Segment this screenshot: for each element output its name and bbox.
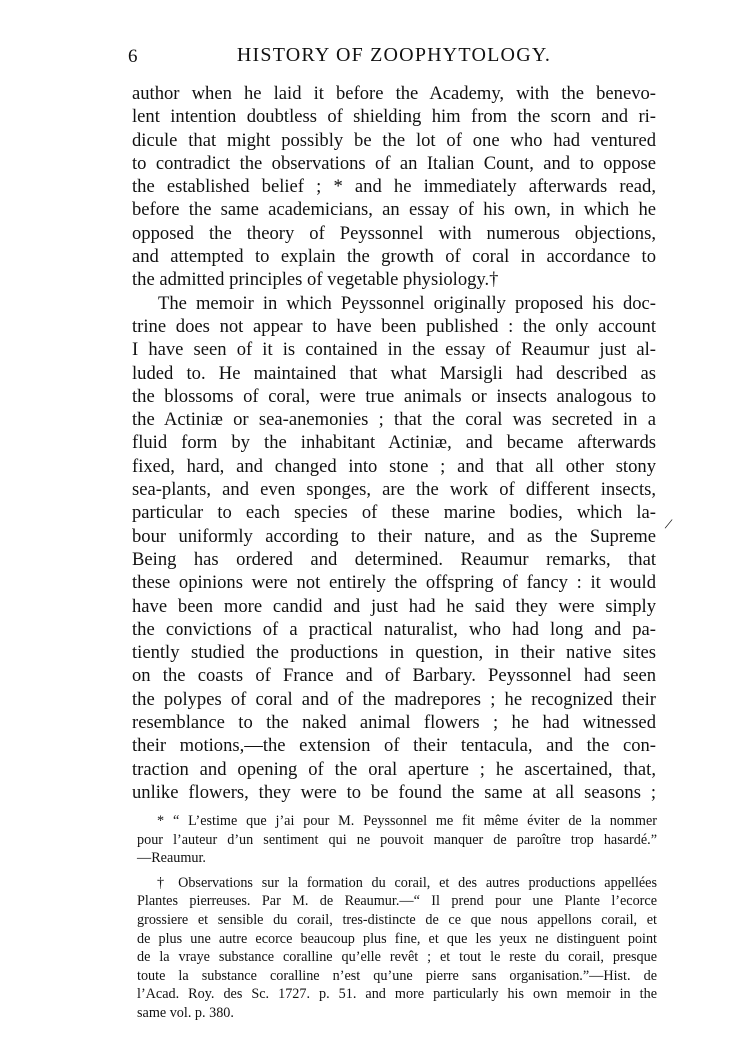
body-line: dicule that might possibly be the lot of one who had ventured [132,129,656,151]
body-line: the convictions of a practical naturalist, who had long and pa- [132,618,656,640]
footnotes [137,812,657,1023]
body-line: unlike flowers, they were to be found the same at all seasons ; [132,781,656,803]
footnote-2 [137,874,657,1023]
body-line: opposed the theory of Peyssonnel with numerous objections, [132,222,656,244]
body-line: to contradict the observations of an Italian Count, and to oppose [132,152,656,174]
footnote-line: —Reaumur. [137,850,206,867]
body-line: the blossoms of coral, were true animals or insects analogous to [132,385,656,407]
footnote-line: * “ L’estime que j’ai pour M. Peyssonnel me fit même éviter de la nommer [157,813,657,829]
running-head: HISTORY OF ZOOPHYTOLOGY. [236,44,552,66]
body-line: before the same academicians, an essay of his own, in which he [132,199,656,221]
footnote-line: † Observations sur la formation du corail, et des autres productions appellées [157,874,657,891]
body-line: and attempted to explain the growth of coral in accordance to [132,246,656,268]
footnote-line: de la vraye substance coralline qu’elle revêt ; et tout le reste du corail, presque [137,949,657,966]
body-line: particular to each species of these marine bodies, which la- [132,502,656,524]
footnote-line: de plus une autre ecorce beaucoup plus fine, et que les yeux ne distinguent point [137,930,657,947]
footnote-line: toute la substance coralline n’est qu’une pierre sans organisation.”—Hist. de [137,967,657,984]
body-line: the Actiniæ or sea-anemonies ; that the coral was secreted in a [132,409,656,431]
footnote-1 [137,812,657,868]
body-line: the established belief ; * and he immediately afterwards read, [132,176,656,198]
page-header [128,44,660,74]
page-number: 6 [128,46,138,67]
body-line: fixed, hard, and changed into stone ; and that all other stony [132,455,656,477]
footnote-line: pour l’auteur d’un sentiment qui ne pouvoit manquer de paroître trop hasardé.” [137,831,657,848]
body-line: bour uniformly according to their nature, and as the Supreme [132,525,656,547]
body-line: Being has ordered and determined. Reaumur remarks, that [132,548,656,570]
footnote-line: grossiere et sensible du corail, tres-distincte de ce que nous appellons corail, et [137,911,657,928]
body-line: I have seen of it is contained in the essay of Reaumur just al- [132,339,656,361]
body-line: have been more candid and just had he said they were simply [132,595,656,617]
body-line: lent intention doubtless of shielding him from the scorn and ri- [132,106,656,128]
margin-mark: / [663,515,674,534]
footnote-line: l’Acad. Roy. des Sc. 1727. p. 51. and more particularly his own memoir in the [137,986,657,1003]
body-text [132,82,656,804]
body-line: tiently studied the productions in question, in their native sites [132,642,656,664]
body-line: luded to. He maintained that what Marsigli had described as [132,362,656,384]
body-line: the admitted principles of vegetable physiology.† [132,269,499,291]
body-line: these opinions were not entirely the offspring of fancy : it would [132,572,656,594]
body-line: fluid form by the inhabitant Actiniæ, and became afterwards [132,432,656,454]
body-line: resemblance to the naked animal flowers ; he had witnessed [132,712,656,734]
body-line: the polypes of coral and of the madrepores ; he recognized their [132,688,656,710]
body-line: traction and opening of the oral aperture ; he ascertained, that, [132,758,656,780]
body-line: trine does not appear to have been published : the only account [132,315,656,337]
body-line: on the coasts of France and of Barbary. Peyssonnel had seen [132,665,656,687]
body-line: The memoir in which Peyssonnel originally proposed his doc- [158,292,656,314]
footnote-line: same vol. p. 380. [137,1004,234,1021]
footnote-line: Plantes pierreuses. Par M. de Reaumur.—“ Il prend pour une Plante l’ecorce [137,893,657,910]
body-line: their motions,—the extension of their tentacula, and the con- [132,735,656,757]
body-line: sea-plants, and even sponges, are the work of different insects, [132,479,656,501]
body-line: author when he laid it before the Academy, with the benevo- [132,83,656,104]
